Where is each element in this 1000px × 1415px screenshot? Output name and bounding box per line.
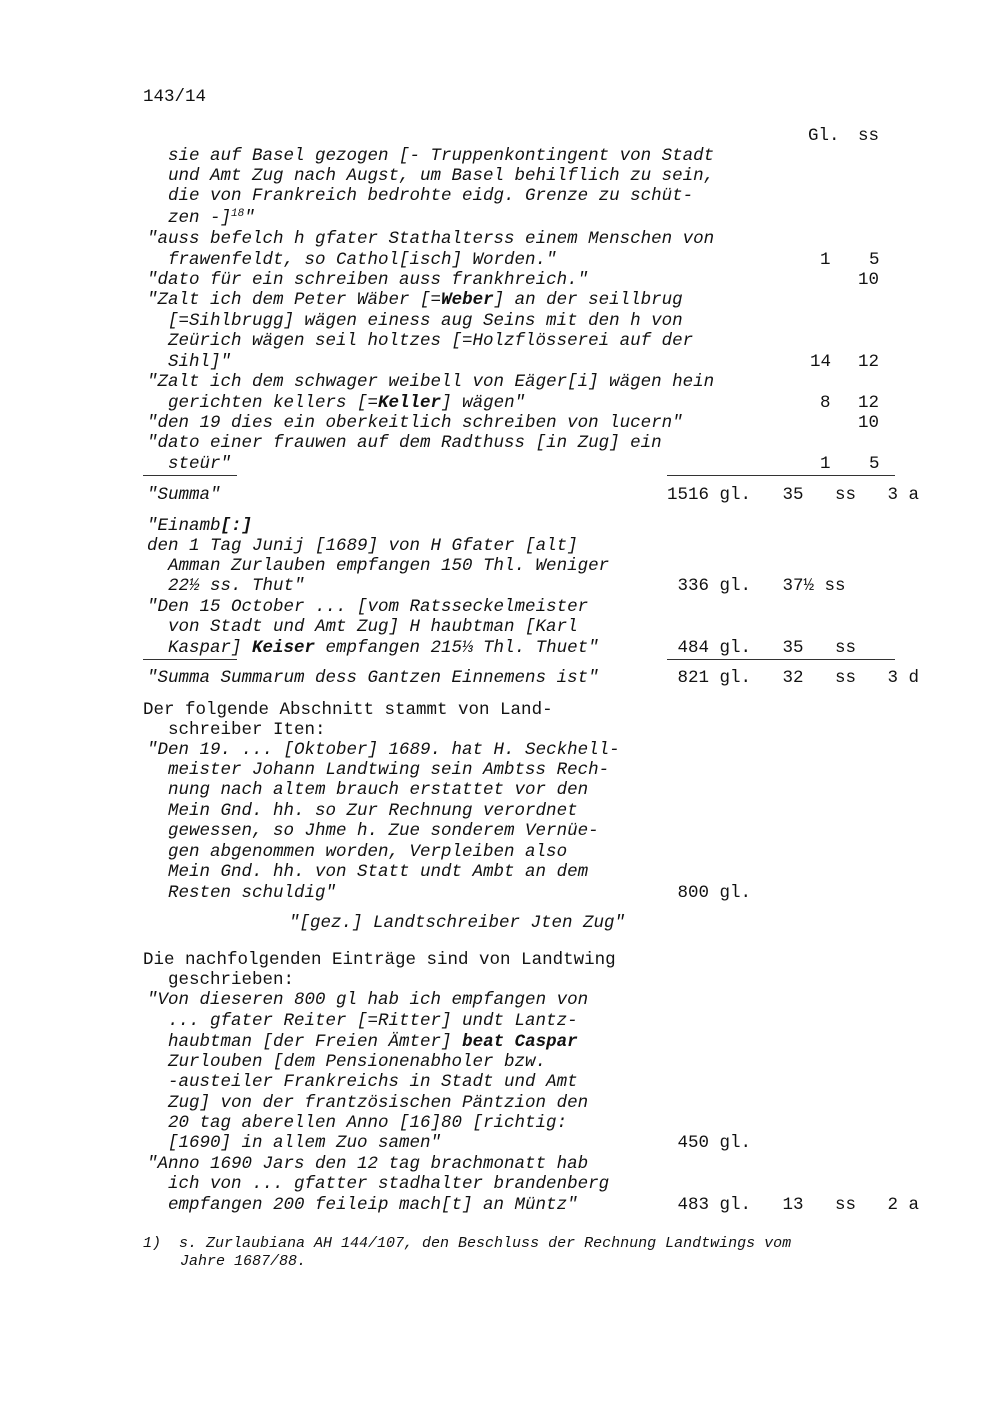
- iten-quote-line-5: gewessen, so Jhme h. Zue sonderem Vernüe-: [168, 821, 599, 841]
- summa-label: "Summa": [147, 485, 221, 505]
- landtwing-intro-line-2: geschrieben:: [168, 970, 295, 990]
- entry-3-schilling: 10: [858, 270, 880, 290]
- entry-5-schilling: 12: [858, 393, 880, 413]
- rule-amounts: [667, 475, 895, 476]
- rule-left: [143, 475, 237, 476]
- landtwing-intro-line-1: Die nachfolgenden Einträge sind von Landtwing: [143, 950, 616, 970]
- landtwing-a-line-7: 20 tag aberellen Anno [16]80 [richtig:: [168, 1113, 568, 1133]
- einnahmen-line-4: 22½ ss. Thut": [168, 576, 305, 596]
- landtwing-a-line-6: Zug] von der frantzösischen Päntzion den: [168, 1093, 589, 1113]
- landtwing-a-line-8: [1690] in allem Zuo samen": [168, 1133, 442, 1153]
- iten-amount: 800 gl.: [667, 883, 752, 903]
- landtwing-a-line-1: "Von dieseren 800 gl hab ich empfangen von: [147, 990, 589, 1010]
- entry-4-schilling: 12: [858, 352, 880, 372]
- summa-summarum-label: "Summa Summarum dess Gantzen Einnemens ist": [147, 668, 599, 688]
- einnahmen-line-3: Amman Zurlauben empfangen 150 Thl. Weniger: [168, 556, 610, 576]
- iten-quote-line-2: meister Johann Landtwing sein Ambtss Rech-: [168, 760, 610, 780]
- landtwing-b-line-2: ich von ... gfatter stadhalter brandenberg: [168, 1174, 610, 1194]
- iten-quote-line-7: Mein Gnd. hh. von Statt undt Ambt an dem: [168, 862, 589, 882]
- iten-quote-line-6: gen abgenommen worden, Verpleiben also: [168, 842, 568, 862]
- landtwing-a-line-4: Zurlouben [dem Pensionenabholer bzw.: [168, 1052, 547, 1072]
- landtwing-b-amount: 483 gl. 13 ss 2 a: [667, 1195, 920, 1215]
- summa-summarum-amount: 821 gl. 32 ss 3 d: [667, 668, 920, 688]
- landtwing-b-line-1: "Anno 1690 Jars den 12 tag brachmonatt hab: [147, 1154, 589, 1174]
- iten-quote-line-3: nung nach altem brauch erstattet vor den: [168, 780, 589, 800]
- footnote-line-2: Jahre 1687/88.: [180, 1253, 307, 1270]
- entry-6-line-1: "den 19 dies ein oberkeitlich schreiben von lucern": [147, 413, 683, 433]
- entry-7-line-1: "dato einer frauwen auf dem Radthuss [in Zug] ein: [147, 433, 662, 453]
- einnahmen-line-1: "Einamb[:]: [147, 516, 253, 536]
- entry-1-line-3: die von Frankreich bedrohte eidg. Grenze zu schüt-: [168, 186, 694, 206]
- column-header-gulden: Gl.: [808, 126, 840, 146]
- footnote-ref: 18: [231, 208, 245, 220]
- entry-5-line-2: gerichten kellers [=Keller] wägen": [168, 393, 526, 413]
- page-number: 143/14: [143, 87, 207, 107]
- rule-left-2: [143, 659, 237, 660]
- einnahmen-line-6: von Stadt und Amt Zug] H haubtman [Karl: [168, 617, 578, 637]
- entry-1-line-1: sie auf Basel gezogen [- Truppenkontingent von Stadt: [168, 146, 715, 166]
- iten-quote-line-8: Resten schuldig": [168, 883, 337, 903]
- footnote-line-1: 1) s. Zurlaubiana AH 144/107, den Beschluss der Rechnung Landtwings vom: [143, 1235, 792, 1252]
- einnahmen-amount-2: 484 gl. 35 ss: [667, 638, 857, 658]
- entry-2-line-1: "auss befelch h gfater Stathalterss einem Menschen von: [147, 229, 715, 249]
- landtwing-a-line-2: ... gfater Reiter [=Ritter] undt Lantz-: [168, 1011, 578, 1031]
- entry-4-line-3: Zeürich wägen seil holtzes [=Holzflösserei auf der: [168, 331, 694, 351]
- iten-signature: "[gez.] Landtschreiber Jten Zug": [289, 913, 626, 933]
- iten-intro-line-2: schreiber Iten:: [168, 720, 326, 740]
- entry-6-schilling: 10: [858, 413, 880, 433]
- entry-5-gulden: 8: [820, 393, 831, 413]
- einnahmen-line-5: "Den 15 October ... [vom Ratsseckelmeister: [147, 597, 589, 617]
- landtwing-b-line-3: empfangen 200 feileip mach[t] an Müntz": [168, 1195, 578, 1215]
- rule-amounts-2: [667, 659, 895, 660]
- entry-2-schilling: 5: [869, 250, 880, 270]
- landtwing-a-line-3: haubtman [der Freien Ämter] beat Caspar: [168, 1032, 578, 1052]
- einnahmen-line-2: den 1 Tag Junij [1689] von H Gfater [alt]: [147, 536, 578, 556]
- entry-7-gulden: 1: [820, 454, 831, 474]
- einnahmen-amount-1: 336 gl. 37½ ss: [667, 576, 846, 596]
- entry-2-gulden: 1: [820, 250, 831, 270]
- summa-amount: 1516 gl. 35 ss 3 a: [667, 485, 920, 505]
- entry-1-line-2: und Amt Zug nach Augst, um Basel behilflich zu sein,: [168, 166, 715, 186]
- einnahmen-line-7: Kaspar] Keiser empfangen 215⅓ Thl. Thuet": [168, 638, 599, 658]
- entry-2-line-2: frawenfeldt, so Cathol[isch] Worden.": [168, 250, 557, 270]
- entry-4-line-2: [=Sihlbrugg] wägen einess aug Seins mit den h von: [168, 311, 683, 331]
- entry-5-line-1: "Zalt ich dem schwager weibell von Eäger[i] wägen hein: [147, 372, 715, 392]
- iten-quote-line-4: Mein Gnd. hh. so Zur Rechnung verordnet: [168, 801, 578, 821]
- entry-3-line-1: "dato für ein schreiben auss frankhreich.": [147, 270, 589, 290]
- entry-4-line-1: "Zalt ich dem Peter Wäber [=Weber] an der seillbrug: [147, 290, 683, 310]
- landtwing-a-line-5: -austeiler Frankreichs in Stadt und Amt: [168, 1072, 578, 1092]
- landtwing-a-amount: 450 gl.: [667, 1133, 752, 1153]
- entry-4-gulden: 14: [810, 352, 832, 372]
- entry-7-line-2: steür": [168, 454, 232, 474]
- entry-1-line-4: zen -]$^{18}$": [168, 208, 255, 228]
- column-header-schilling: ss: [858, 126, 880, 146]
- iten-quote-line-1: "Den 19. ... [Oktober] 1689. hat H. Seckhell-: [147, 740, 620, 760]
- entry-4-line-4: Sihl]": [168, 352, 232, 372]
- iten-intro-line-1: Der folgende Abschnitt stammt von Land-: [143, 700, 553, 720]
- entry-7-schilling: 5: [869, 454, 880, 474]
